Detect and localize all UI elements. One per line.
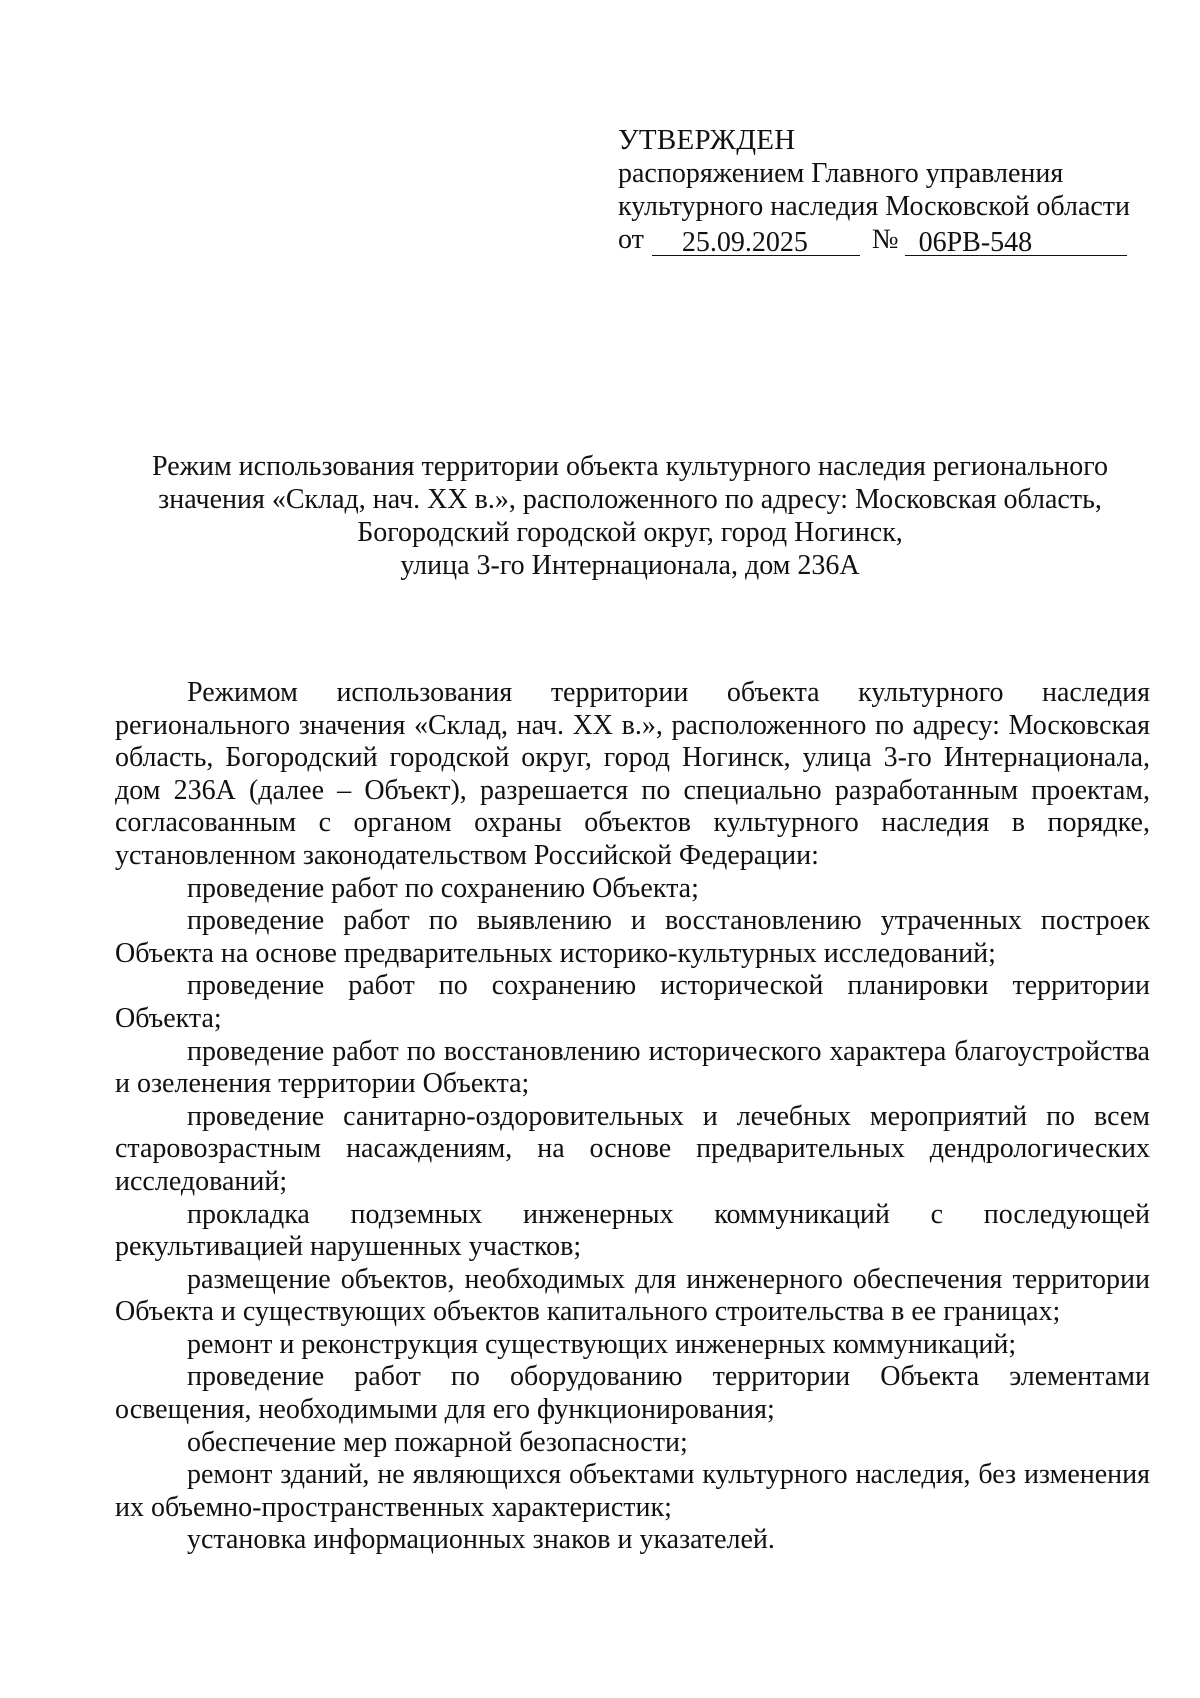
list-item: установка информационных знаков и указателей. [187, 1524, 775, 1556]
document-body [115, 677, 1150, 1557]
approval-issuer-line-2: культурного наследия Московской области [618, 191, 1131, 222]
approval-stamp-block [618, 124, 1138, 256]
list-item: размещение объектов, необходимых для инженерного обеспечения территории Объекта и существующих объектов капитального строительства в ее границах; [115, 1263, 1150, 1328]
list-item: обеспечение мер пожарной безопасности; [187, 1426, 688, 1458]
list-item: прокладка подземных инженерных коммуникаций с последующей рекультивацией нарушенных участков; [115, 1198, 1150, 1263]
from-label: от [618, 224, 644, 255]
intro-paragraph: Режимом использования территории объекта культурного наследия регионального значения «Склад, нач. XX в.», расположенного по адресу: Московская область, Богородский городской округ, город Ногинск, улица 3-го Интернационала, дом 236А (далее – Объект), разрешается по специально разработанным проектам, согласованным с органом охраны объектов культурного наследия в порядке, установленном законодательством Российской Федерации: [115, 677, 1150, 871]
approval-number: 06РВ-548 [905, 230, 1127, 256]
list-item: проведение работ по сохранению Объекта; [187, 872, 699, 904]
list-item: проведение работ по оборудованию территории Объекта элементами освещения, необходимыми для его функционирования; [115, 1361, 1150, 1426]
approval-date: 25.09.2025 [652, 230, 860, 256]
list-item: проведение работ по выявлению и восстановлению утраченных построек Объекта на основе предварительных историко-культурных исследований; [115, 905, 1150, 969]
title-line: улица 3-го Интернационала, дом 236А [400, 550, 860, 581]
list-item: проведение санитарно-оздоровительных и лечебных мероприятий по всем старовозрастным насаждениям, на основе предварительных дендрологических исследований; [115, 1100, 1150, 1197]
approval-issuer-line-1: распоряжением Главного управления [618, 158, 1064, 189]
list-item: проведение работ по сохранению исторической планировки территории Объекта; [115, 970, 1150, 1034]
list-item: ремонт зданий, не являющихся объектами культурного наследия, без изменения их объемно-пространственных характеристик; [115, 1459, 1150, 1523]
title-line: Режим использования территории объекта культурного наследия регионального [152, 451, 1108, 482]
title-line: значения «Склад, нач. XX в.», расположенного по адресу: Московская область, [158, 484, 1102, 515]
number-sign: № [871, 224, 899, 255]
approved-heading: УТВЕРЖДЕН [618, 124, 796, 156]
list-item: ремонт и реконструкция существующих инженерных коммуникаций; [187, 1328, 1017, 1360]
approval-date-number-line [618, 223, 1138, 256]
title-line: Богородский городской округ, город Ногинск, [357, 517, 903, 548]
list-item: проведение работ по восстановлению исторического характера благоустройства и озеленения территории Объекта; [115, 1035, 1150, 1100]
document-title [110, 450, 1150, 582]
